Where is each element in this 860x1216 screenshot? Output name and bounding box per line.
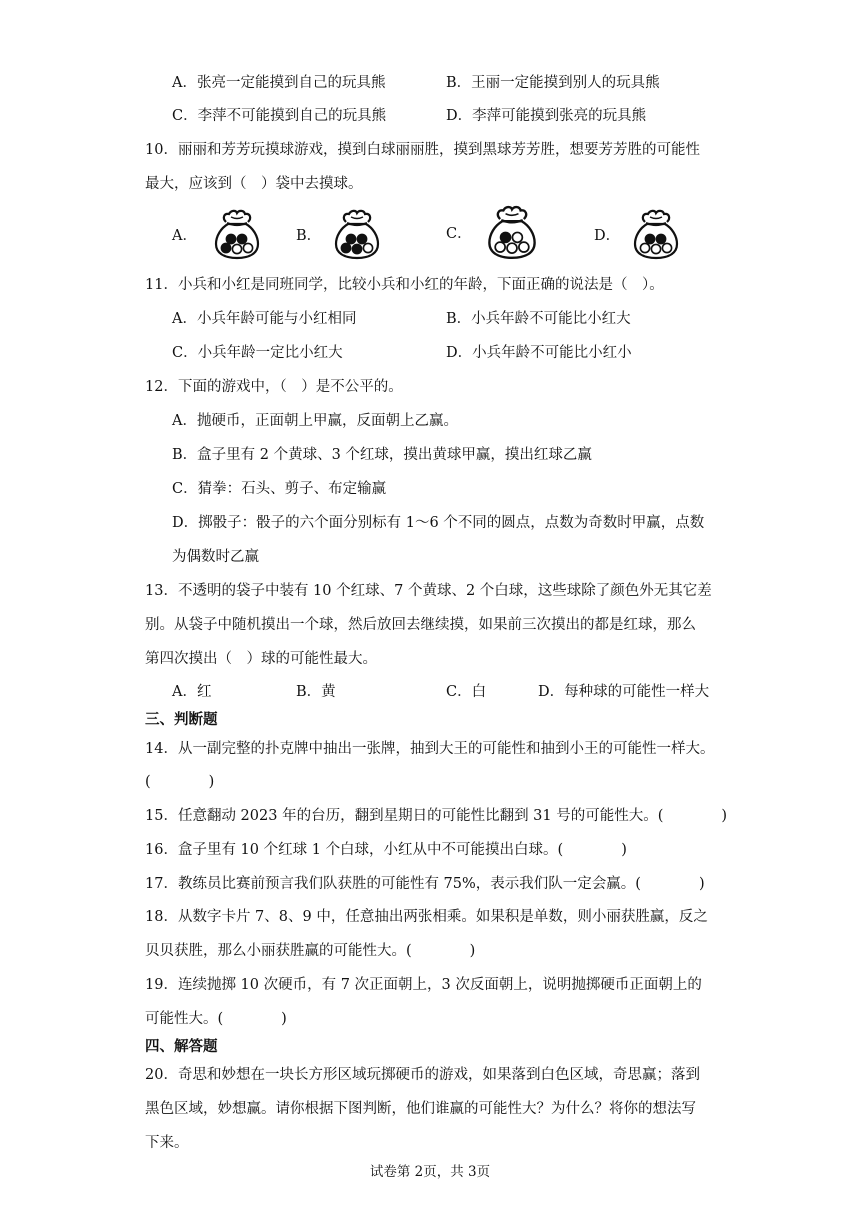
page-footer: 试卷第 2页，共 3页 [369, 1164, 491, 1180]
q13-option-c: C．白 [446, 684, 487, 700]
white-ball [652, 244, 661, 253]
white-ball [663, 243, 672, 252]
q9-option-b: B．王丽一定能摸到别人的玩具熊 [446, 75, 660, 91]
q12-option-d-line1: D．掷骰子：骰子的六个面分别标有 1～6 个不同的圆点，点数为奇数时甲赢，点数 [172, 515, 705, 531]
white-ball [519, 242, 529, 252]
section-heading-answer: 四、解答题 [145, 1039, 218, 1055]
q15-stem: 15．任意翻动 2023 年的台历，翻到星期日的可能性比翻到 31 号的可能性大。( ) [145, 808, 728, 824]
black-ball [353, 244, 362, 253]
q10-stem-line2: 最大，应该到（ ）袋中去摸球。 [145, 176, 363, 192]
black-ball [500, 232, 510, 242]
bag-icon [331, 208, 383, 260]
bag-icon [211, 208, 263, 260]
black-ball [226, 234, 235, 243]
q10-stem-line1: 10．丽丽和芳芳玩摸球游戏，摸到白球丽丽胜，摸到黑球芳芳胜，想要芳芳胜的可能性 [145, 142, 700, 158]
q20-stem-line2: 黑色区域，妙想赢。请你根据下图判断，他们谁赢的可能性大？为什么？将你的想法写 [145, 1101, 696, 1117]
bag-top [344, 211, 370, 222]
q18-stem-line2: 贝贝获胜，那么小丽获胜赢的可能性大。( ) [145, 943, 476, 959]
q10-option-label: A． [172, 227, 197, 244]
q9-option-d: D．李萍可能摸到张亮的玩具熊 [446, 108, 647, 124]
white-ball [232, 244, 241, 253]
bag-top [224, 211, 250, 222]
q12-option-a: A．抛硬币，正面朝上甲赢，反面朝上乙赢。 [172, 413, 458, 429]
bag-icon [630, 208, 682, 260]
q10-option-c [446, 204, 540, 260]
white-ball [495, 242, 505, 252]
q11-stem: 11．小兵和小红是同班同学，比较小兵和小红的年龄，下面正确的说法是（ ）。 [145, 277, 664, 293]
black-ball [342, 243, 351, 252]
q12-option-b: B．盒子里有 2 个黄球、3 个红球，摸出黄球甲赢，摸出红球乙赢 [172, 447, 592, 463]
white-ball [364, 243, 373, 252]
bag-top [497, 207, 525, 219]
white-ball [243, 243, 252, 252]
q18-stem-line1: 18．从数字卡片 7、8、9 中，任意抽出两张相乘。如果积是单数，则小丽获胜赢，反之 [145, 909, 708, 925]
q19-stem-line1: 19．连续抛掷 10 次硬币，有 7 次正面朝上，3 次反面朝上，说明抛掷硬币正面朝上的 [145, 977, 702, 993]
q10-option-a [172, 208, 263, 260]
black-ball [347, 234, 356, 243]
q13-option-a: A．红 [172, 684, 212, 700]
black-ball [221, 243, 230, 252]
q12-option-d-line2: 为偶数时乙赢 [172, 549, 259, 565]
q11-option-c: C．小兵年龄一定比小红大 [172, 345, 343, 361]
white-ball [641, 243, 650, 252]
q10-option-label: C． [446, 225, 472, 242]
q12-stem: 12．下面的游戏中，（ ）是不公平的。 [145, 379, 403, 395]
black-ball [358, 234, 367, 243]
q14-answer-blank: ( ) [145, 774, 215, 790]
q11-option-b: B．小兵年龄不可能比小红大 [446, 311, 631, 327]
q20-stem-line3: 下来。 [145, 1135, 189, 1151]
black-ball [646, 234, 655, 243]
q20-stem-line1: 20．奇思和妙想在一块长方形区域玩掷硬币的游戏，如果落到白色区域，奇思赢；落到 [145, 1067, 700, 1083]
black-ball [657, 234, 666, 243]
q9-option-a: A．张亮一定能摸到自己的玩具熊 [172, 75, 386, 91]
q10-option-label: B． [296, 227, 322, 244]
black-ball [237, 234, 246, 243]
q13-option-b: B．黄 [296, 684, 336, 700]
section-heading-judgement: 三、判断题 [145, 712, 218, 728]
q11-option-d: D．小兵年龄不可能比小红小 [446, 345, 632, 361]
q16-stem: 16．盒子里有 10 个红球 1 个白球，小红从中不可能摸出白球。( ) [145, 842, 627, 858]
white-ball [512, 232, 522, 242]
q13-option-d: D．每种球的可能性一样大 [538, 684, 710, 700]
q14-stem-line1: 14．从一副完整的扑克牌中抽出一张牌，抽到大王的可能性和抽到小王的可能性一样大。 [145, 741, 715, 757]
q10-option-label: D． [594, 227, 621, 244]
q12-option-c: C．猜拳：石头、剪子、布定输赢 [172, 481, 387, 497]
q11-option-a: A．小兵年龄可能与小红相同 [172, 311, 357, 327]
q17-stem: 17．教练员比赛前预言我们队获胜的可能性有 75%，表示我们队一定会赢。( ) [145, 876, 705, 892]
white-ball [507, 243, 517, 253]
bag-icon [484, 204, 540, 260]
q10-option-b [296, 208, 383, 260]
q9-option-c: C．李萍不可能摸到自己的玩具熊 [172, 108, 387, 124]
q10-option-d [594, 208, 682, 260]
bag-top [643, 211, 669, 222]
q13-stem-line2: 别。从袋子中随机摸出一个球，然后放回去继续摸，如果前三次摸出的都是红球，那么 [145, 617, 696, 633]
q13-stem-line3: 第四次摸出（ ）球的可能性最大。 [145, 651, 377, 667]
q13-stem-line1: 13．不透明的袋子中装有 10 个红球、7 个黄球、2 个白球，这些球除了颜色外无其它差 [145, 583, 712, 599]
q19-stem-line2: 可能性大。( ) [145, 1011, 287, 1027]
